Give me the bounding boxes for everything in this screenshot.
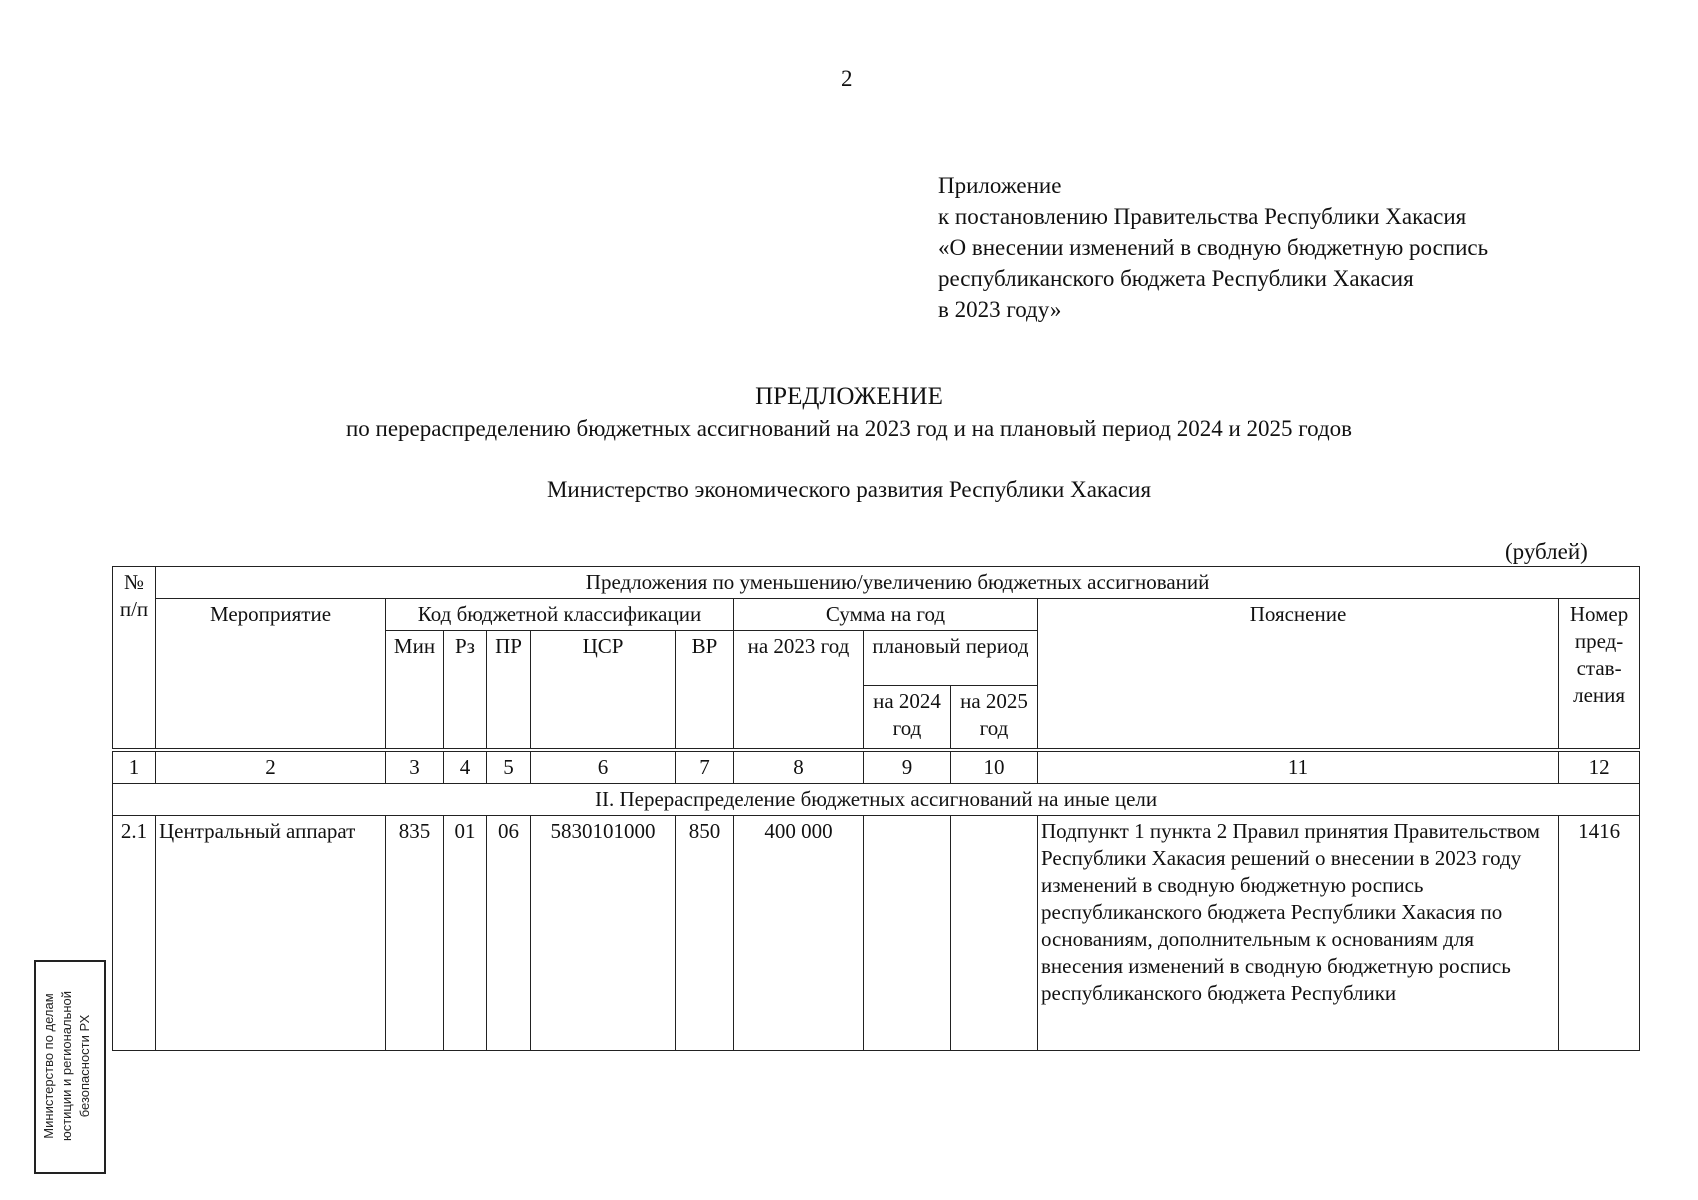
appendix-block [938,170,1488,325]
header-num: № п/п [113,567,156,749]
column-number: 10 [951,752,1038,784]
header-submission-number: Номер пред-став-ления [1559,599,1640,749]
appendix-line: в 2023 году» [938,297,1062,322]
appendix-line: «О внесении изменений в сводную бюджетную роспись [938,235,1489,260]
column-number: 4 [444,752,487,784]
appendix-line: к постановлению Правительства Республики Хакасия [938,204,1467,229]
column-number: 11 [1038,752,1559,784]
header-year-2024: на 2024 год [864,686,951,749]
row-year-2023: 400 000 [734,816,864,1051]
column-number: 9 [864,752,951,784]
row-csr: 5830101000 [531,816,676,1051]
header-pr: ПР [487,631,531,749]
stamp-line: безопасности РХ [77,1014,92,1118]
column-number: 3 [386,752,444,784]
row-year-2025 [951,816,1038,1051]
header-year-2025: на 2025 год [951,686,1038,749]
header-event: Мероприятие [156,599,386,749]
header-csr: ЦСР [531,631,676,749]
stamp-line: юстиции и региональной [59,990,74,1142]
row-event: Центральный аппарат [156,816,386,1051]
registration-stamp-text [34,961,102,1171]
header-year-2023: на 2023 год [734,631,864,749]
column-number: 12 [1559,752,1640,784]
column-number: 7 [676,752,734,784]
column-number: 6 [531,752,676,784]
document-subtitle: по перераспределению бюджетных ассигнований на 2023 год и на плановый период 2024 и 2025 годов [345,416,1353,441]
column-number: 2 [156,752,386,784]
row-rz: 01 [444,816,487,1051]
header-planning-period: плановый период [864,631,1038,686]
column-number: 5 [487,752,531,784]
row-explanation: Подпункт 1 пункта 2 Правил принятия Правительством Республики Хакасия решений о внесении в 2023 году изменений в сводную бюджетную роспись республиканского бюджета Республики Хакасия по основаниям, дополнительным к основаниям для внесения изменений в сводную бюджетную роспись республиканского бюджета Республики [1038,816,1559,1051]
appendix-line: республиканского бюджета Республики Хакасия [938,266,1414,291]
header-rz: Рз [444,631,487,749]
section-title: II. Перераспределение бюджетных ассигнований на иные цели [113,784,1640,816]
appendix-line: Приложение [938,173,1062,198]
row-year-2024 [864,816,951,1051]
stamp-line: Министерство по делам [41,993,56,1139]
table-row [113,816,1640,1051]
document-title: ПРЕДЛОЖЕНИЕ [755,383,943,410]
header-explanation: Пояснение [1038,599,1559,749]
row-pr: 06 [487,816,531,1051]
column-number: 1 [113,752,156,784]
row-min: 835 [386,816,444,1051]
row-vr: 850 [676,816,734,1051]
header-proposals: Предложения по уменьшению/увеличению бюджетных ассигнований [156,567,1640,599]
column-number: 8 [734,752,864,784]
page-number: 2 [841,66,853,91]
ministry-name: Министерство экономического развития Республики Хакасия [546,477,1152,502]
units-label: (рублей) [1505,539,1588,564]
reallocation-table [112,566,1640,1051]
header-vr: ВР [676,631,734,749]
header-sum-group: Сумма на год [734,599,1038,631]
row-num: 2.1 [113,816,156,1051]
header-min: Мин [386,631,444,749]
row-submission-number: 1416 [1559,816,1640,1051]
header-code-group: Код бюджетной классификации [386,599,734,631]
